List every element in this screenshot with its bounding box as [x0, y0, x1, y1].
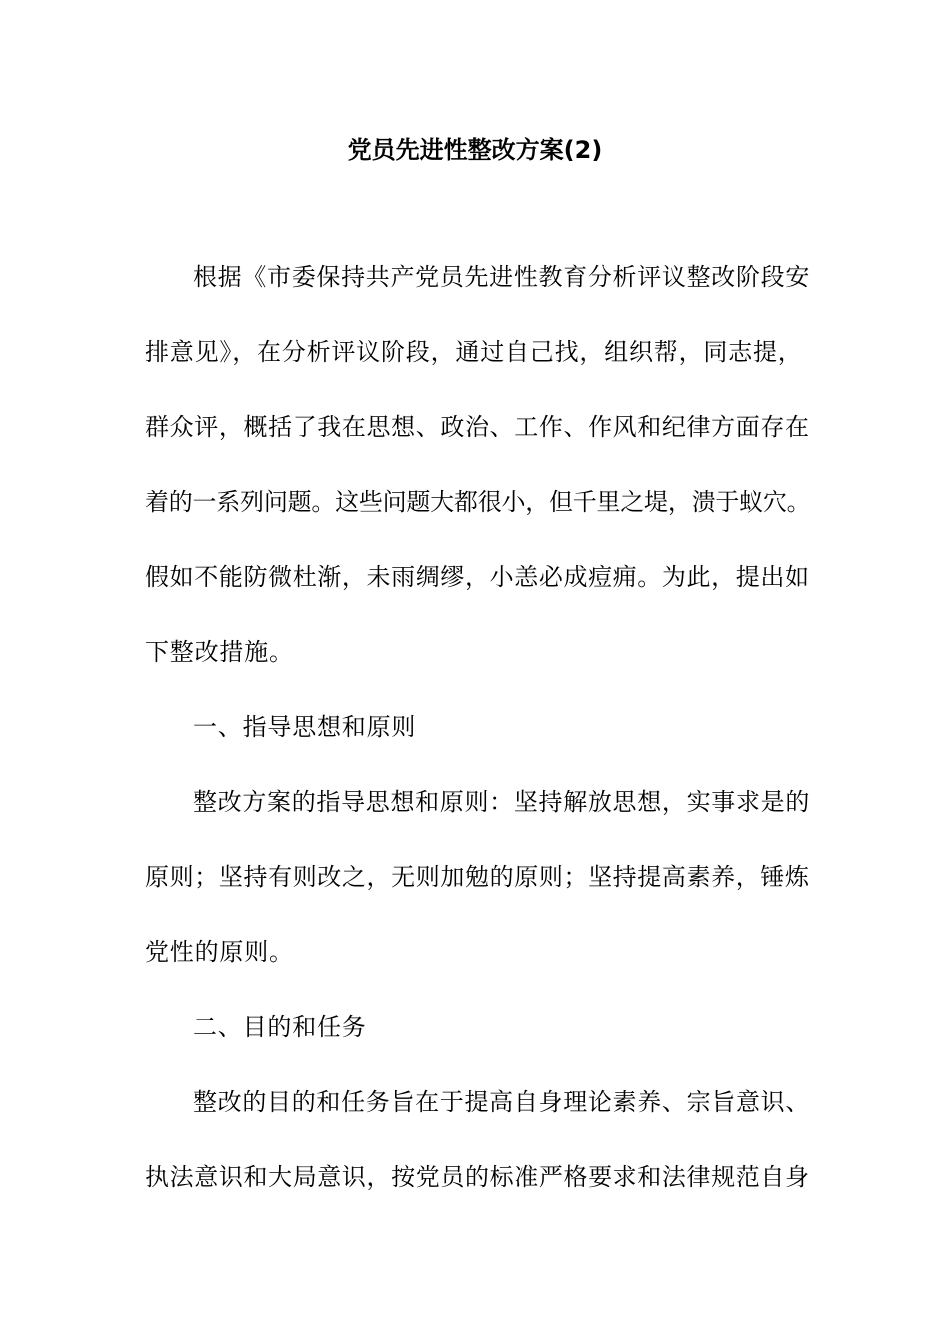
paragraph-1-line-2: 排意见》，在分析评议阶段，通过自己找，组织帮，同志提，	[145, 338, 803, 366]
paragraph-3-line-1: 整改的目的和任务旨在于提高自身理论素养、宗旨意识、	[193, 1088, 810, 1116]
paragraph-1-line-4: 着的一系列问题。这些问题大都很小，但千里之堤，溃于蚁穴。	[145, 488, 811, 516]
document-title: 党员先进性整改方案(2)	[347, 136, 603, 164]
paragraph-2-line-2: 原则；坚持有则改之，无则加勉的原则；坚持提高素养，锤炼	[145, 863, 810, 891]
paragraph-1-line-3: 群众评，概括了我在思想、政治、工作、作风和纪律方面存在	[145, 413, 810, 441]
section-heading-2: 二、目的和任务	[193, 1013, 367, 1041]
paragraph-1-line-1: 根据《市委保持共产党员先进性教育分析评议整改阶段安	[193, 263, 810, 291]
paragraph-3-line-2: 执法意识和大局意识，按党员的标准严格要求和法律规范自身	[145, 1163, 810, 1191]
section-heading-1: 一、指导思想和原则	[193, 713, 417, 741]
paragraph-2-line-1: 整改方案的指导思想和原则：坚持解放思想，实事求是的	[193, 788, 810, 816]
paragraph-1-line-6: 下整改措施。	[145, 638, 294, 666]
paragraph-1-line-5: 假如不能防微杜渐，未雨绸缪，小恙必成痘痈。为此，提出如	[145, 563, 810, 591]
paragraph-2-line-3: 党性的原则。	[145, 938, 294, 966]
